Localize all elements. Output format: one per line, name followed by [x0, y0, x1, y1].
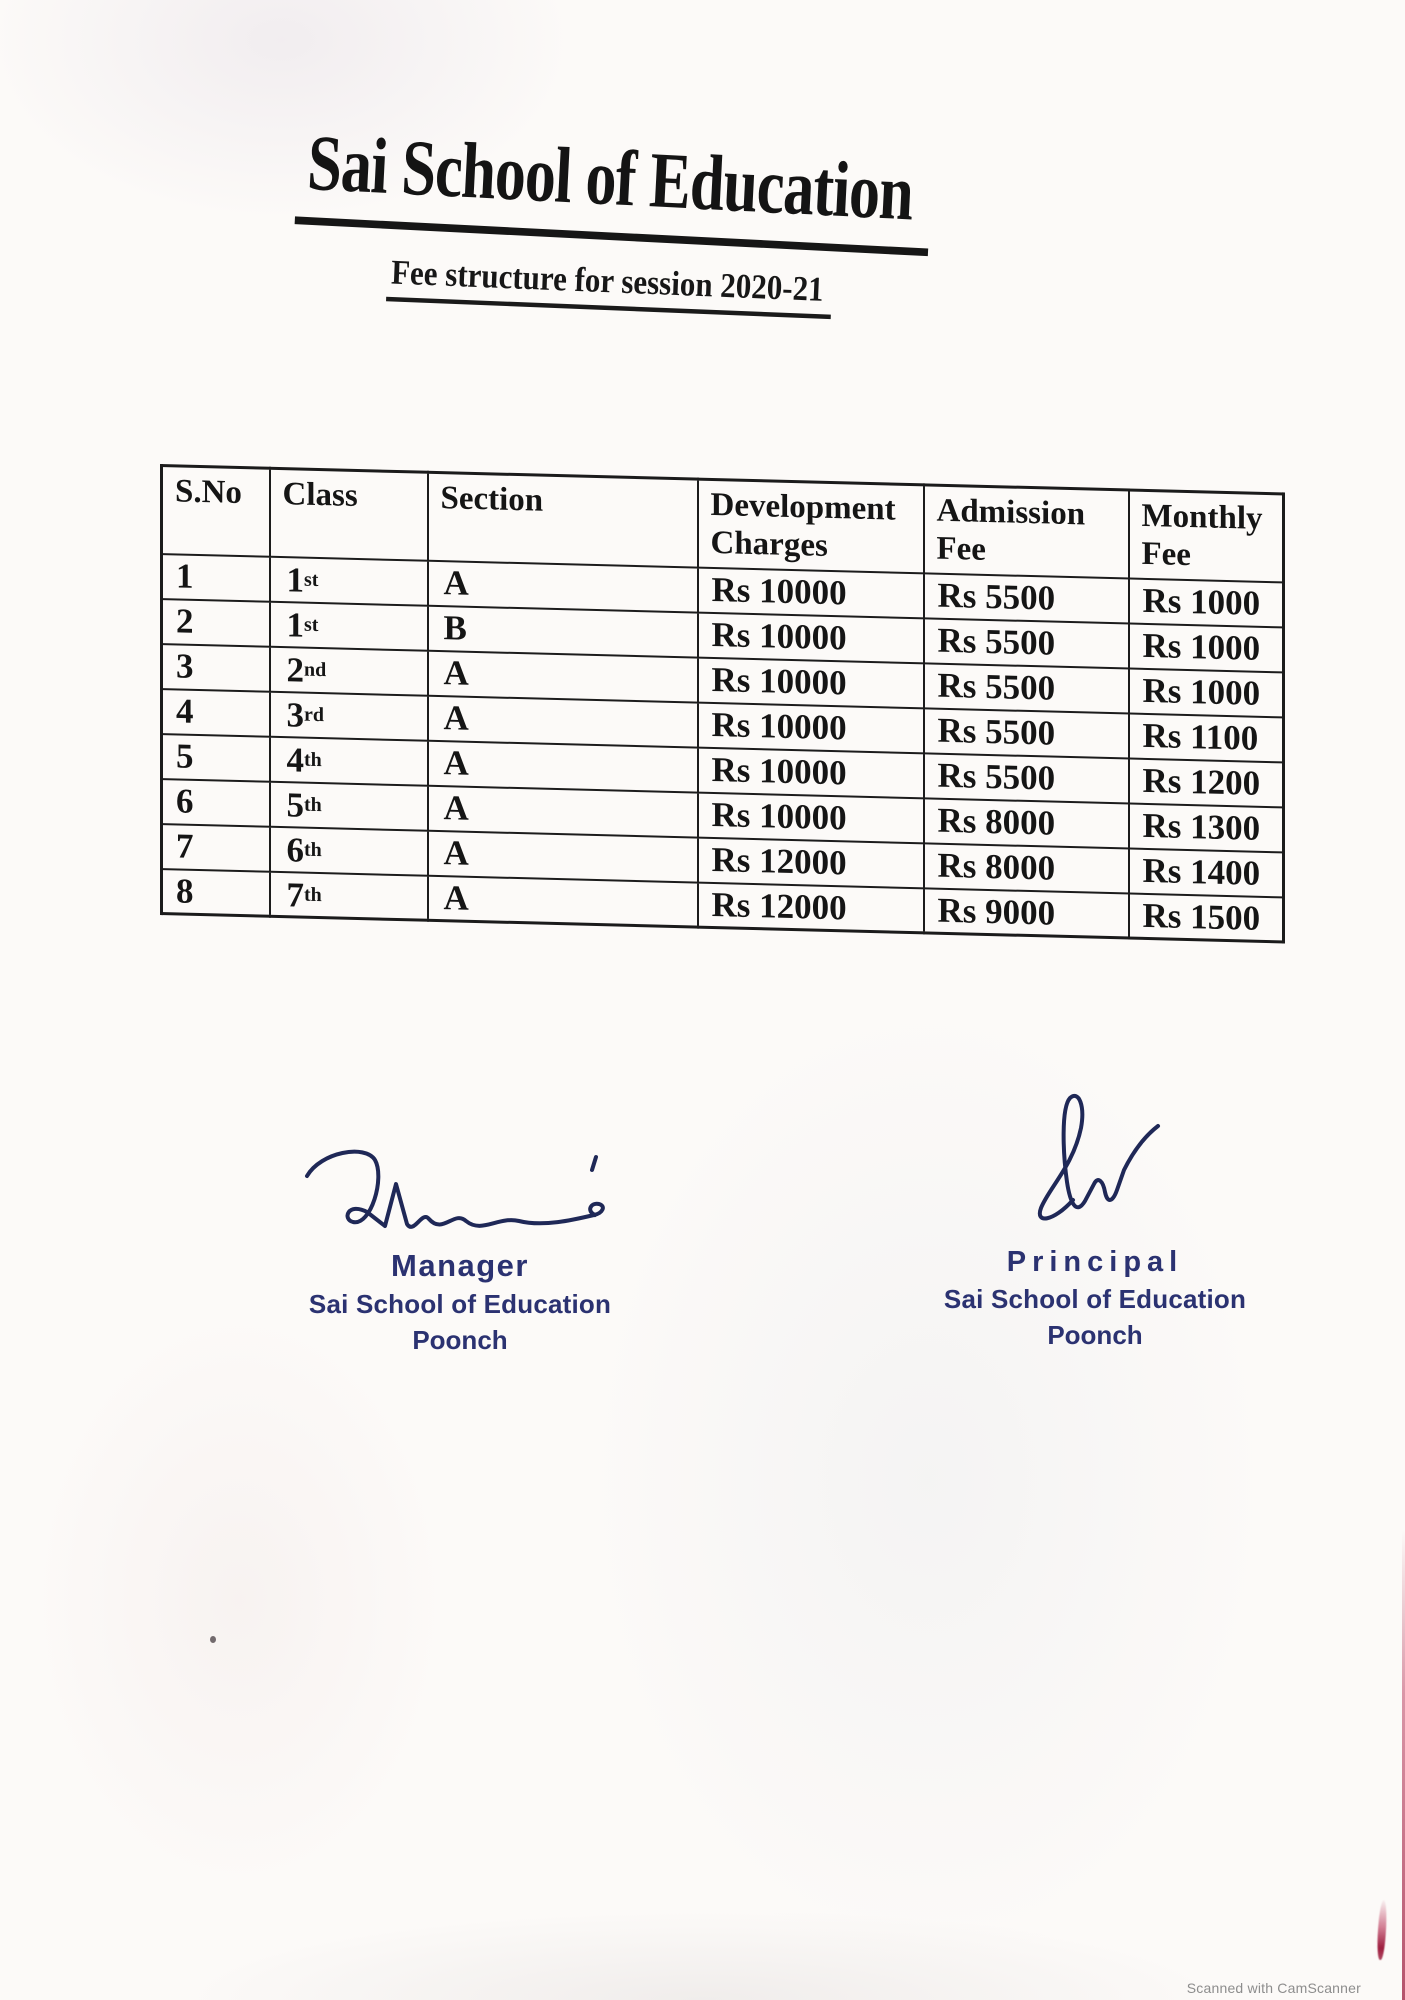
cell-development: Rs 10000: [698, 657, 924, 708]
col-header-monthly: Monthly Fee: [1129, 490, 1284, 582]
manager-signature: [295, 1142, 625, 1246]
cell-class: 7th: [270, 871, 428, 920]
cell-development: Rs 10000: [698, 792, 924, 843]
page-subtitle: Fee structure for session 2020-21: [386, 252, 832, 319]
cell-development: Rs 10000: [698, 702, 924, 753]
cell-monthly: Rs 1100: [1129, 713, 1284, 762]
cell-class: 2nd: [270, 646, 428, 695]
cell-development: Rs 10000: [698, 612, 924, 663]
col-header-sno: S.No: [162, 466, 270, 557]
cell-monthly: Rs 1300: [1129, 803, 1284, 852]
principal-role-label: Principal: [1006, 1246, 1184, 1278]
paper-speck: [210, 1636, 216, 1643]
camscanner-watermark: Scanned with CamScanner: [1186, 1980, 1361, 1996]
cell-admission: Rs 5500: [924, 573, 1129, 623]
cell-monthly: Rs 1000: [1129, 578, 1284, 627]
cell-development: Rs 12000: [698, 837, 924, 888]
cell-section: A: [428, 830, 698, 882]
cell-development: Rs 10000: [698, 567, 924, 618]
cell-section: A: [428, 695, 698, 747]
cell-section: A: [428, 875, 698, 927]
cell-sno: 4: [162, 689, 270, 737]
cell-sno: 3: [162, 644, 270, 692]
cell-section: A: [428, 650, 698, 702]
cell-class: 3rd: [270, 691, 428, 740]
cell-monthly: Rs 1000: [1129, 623, 1284, 672]
cell-sno: 7: [162, 824, 270, 872]
manager-role-label: Manager: [391, 1248, 529, 1283]
cell-admission: Rs 5500: [924, 663, 1129, 713]
cell-sno: 2: [162, 599, 270, 647]
cell-monthly: Rs 1500: [1129, 893, 1284, 942]
red-ink-mark: [1376, 1900, 1388, 1960]
cell-sno: 5: [162, 734, 270, 782]
cell-section: B: [428, 605, 698, 657]
cell-sno: 6: [162, 779, 270, 827]
principal-place-label: Poonch: [1047, 1320, 1143, 1350]
principal-org-label: Sai School of Education: [943, 1284, 1247, 1314]
cell-admission: Rs 8000: [924, 798, 1129, 848]
cell-admission: Rs 8000: [924, 843, 1129, 893]
col-header-section: Section: [428, 472, 698, 567]
cell-admission: Rs 9000: [924, 888, 1129, 938]
cell-section: A: [428, 560, 698, 612]
col-header-development: Development Charges: [698, 479, 924, 573]
cell-class: 5th: [270, 781, 428, 830]
principal-signature: [1015, 1082, 1175, 1244]
page-title: Sai School of Education: [295, 118, 933, 256]
manager-org-label: Sai School of Education: [308, 1289, 612, 1319]
cell-class: 6th: [270, 826, 428, 875]
cell-class: 1st: [270, 556, 428, 605]
cell-class: 4th: [270, 736, 428, 785]
col-header-admission: Admission Fee: [924, 485, 1129, 578]
cell-sno: 8: [162, 869, 270, 917]
cell-admission: Rs 5500: [924, 618, 1129, 668]
manager-place-label: Poonch: [412, 1325, 508, 1355]
cell-class: 1st: [270, 601, 428, 650]
cell-monthly: Rs 1200: [1129, 758, 1284, 807]
col-header-class: Class: [270, 468, 428, 560]
manager-signature-block: [290, 1142, 630, 1356]
cell-admission: Rs 5500: [924, 753, 1129, 803]
cell-monthly: Rs 1000: [1129, 668, 1284, 717]
fee-structure-table: [160, 464, 1285, 943]
cell-admission: Rs 5500: [924, 708, 1129, 758]
cell-section: A: [428, 785, 698, 837]
cell-development: Rs 10000: [698, 747, 924, 798]
cell-section: A: [428, 740, 698, 792]
cell-monthly: Rs 1400: [1129, 848, 1284, 897]
principal-signature-block: [925, 1082, 1265, 1351]
cell-sno: 1: [162, 554, 270, 602]
cell-development: Rs 12000: [698, 882, 924, 933]
